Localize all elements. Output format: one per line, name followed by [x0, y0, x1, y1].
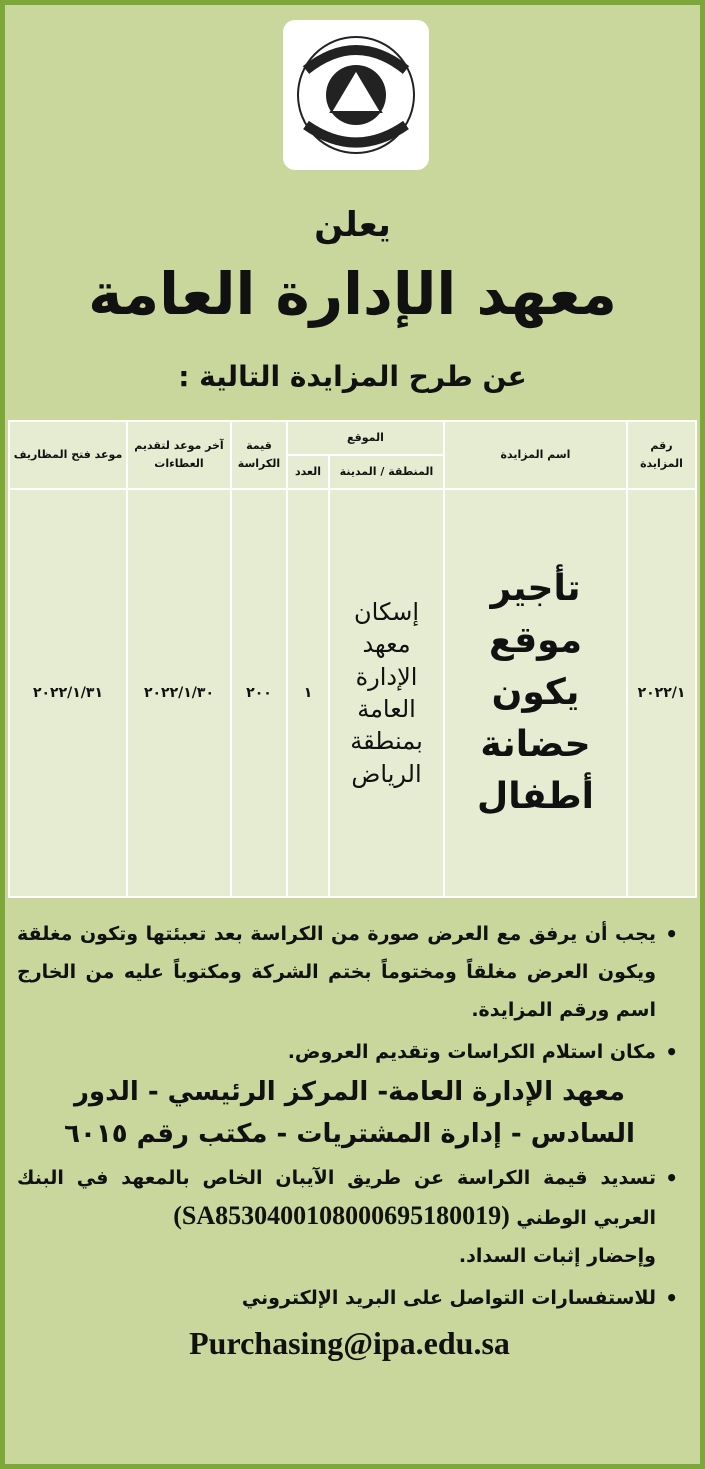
header-opening: موعد فتح المظاريف — [9, 421, 127, 489]
notes — [17, 915, 682, 1362]
auction-table — [8, 420, 697, 898]
header-number: رقم المزايدة — [627, 421, 696, 489]
advertisement — [5, 5, 700, 1464]
payment-text: تسديد قيمة الكراسة عن طريق الآيبان الخاص بالمعهد في البنك العربي الوطني — [17, 1167, 656, 1229]
cell-deadline: ٢٠٢٢/١/٣٠ — [127, 489, 231, 897]
note-attach: • يجب أن يرفق مع العرض صورة من الكراسة بعد تعبئتها وتكون مغلقة ويكون العرض مغلقاً ومختوماً بختم الشركة ومكتوباً عليه من الخارج اسم ورقم المزايدة. — [17, 915, 682, 1029]
institute-title: معهد الإدارة العامة — [88, 260, 617, 328]
header-count: العدد — [287, 455, 329, 489]
subtitle: عن طرح المزايدة التالية : — [178, 360, 527, 393]
note-payment — [17, 1159, 682, 1237]
cell-name: تأجير موقع يكون حضانة أطفال — [444, 489, 627, 897]
header-deadline: آخر موعد لتقديم العطاءات — [127, 421, 231, 489]
institute-logo — [283, 20, 429, 170]
cell-opening: ٢٠٢٢/١/٣١ — [9, 489, 127, 897]
table-row — [9, 489, 696, 897]
logo-emblem-icon — [291, 30, 421, 160]
cell-number: ٢٠٢٢/١ — [627, 489, 696, 897]
note-payment-proof: وإحضار إثبات السداد. — [458, 1245, 656, 1267]
note-inquiries: • للاستفسارات التواصل على البريد الإلكتروني — [17, 1279, 682, 1317]
header-location: الموقع — [287, 421, 444, 455]
note-place: معهد الإدارة العامة- المركز الرئيسي - الدور السادس - إدارة المشتريات - مكتب رقم ٦٠١٥ — [64, 1077, 635, 1149]
contact-email[interactable]: Purchasing@ipa.edu.sa — [189, 1325, 510, 1361]
cell-region: إسكان معهد الإدارة العامة بمنطقة الرياض — [329, 489, 444, 897]
note-place-label: • مكان استلام الكراسات وتقديم العروض. — [17, 1033, 682, 1071]
header-name: اسم المزايدة — [444, 421, 627, 489]
cell-count: ١ — [287, 489, 329, 897]
iban: (SA8530400108000695180019) — [173, 1201, 510, 1230]
announces-label: يعلن — [314, 205, 391, 245]
cell-price: ٢٠٠ — [231, 489, 287, 897]
header-price: قيمة الكراسة — [231, 421, 287, 489]
header-region: المنطقة / المدينة — [329, 455, 444, 489]
